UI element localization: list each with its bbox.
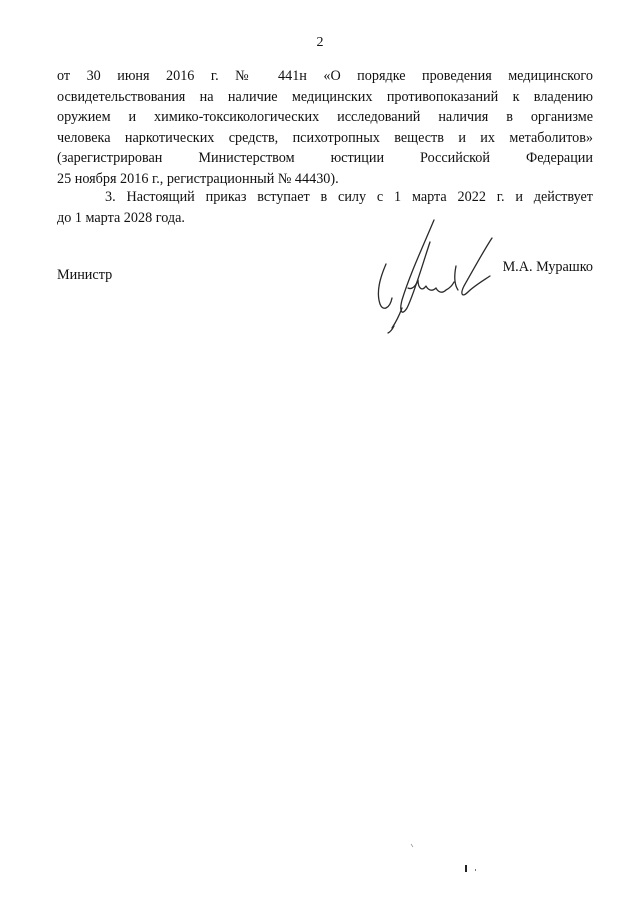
paragraph-line: до 1 марта 2028 года. <box>57 209 185 226</box>
signature-strokes <box>378 220 492 333</box>
paragraph-line: (зарегистрирован Министерством юстиции Российской Федерации <box>57 150 593 167</box>
scan-speck <box>411 844 413 847</box>
paragraph-line: человека наркотических средств, психотропных веществ и их метаболитов» <box>57 129 593 146</box>
scan-speck <box>465 865 467 872</box>
handwritten-signature <box>372 216 500 334</box>
signatory-position: Министр <box>57 267 113 283</box>
page-number: 2 <box>316 35 324 50</box>
paragraph-effective-date <box>57 187 593 228</box>
paragraph-line: 25 ноября 2016 г., регистрационный № 44430). <box>57 170 339 187</box>
paragraph-line: 3. Настоящий приказ вступает в силу с 1 марта 2022 г. и действует <box>105 189 593 205</box>
paragraph-line: освидетельствования на наличие медицинских противопоказаний к владению <box>57 88 593 105</box>
paragraph-order-reference <box>57 66 593 190</box>
signatory-name: М.А. Мурашко <box>502 259 593 275</box>
scan-speck <box>475 869 476 871</box>
paragraph-line: от 30 июня 2016 г. № 441н «О порядке проведения медицинского <box>57 68 593 84</box>
paragraph-line: оружием и химико-токсикологических исследований наличия в организме <box>57 109 593 126</box>
